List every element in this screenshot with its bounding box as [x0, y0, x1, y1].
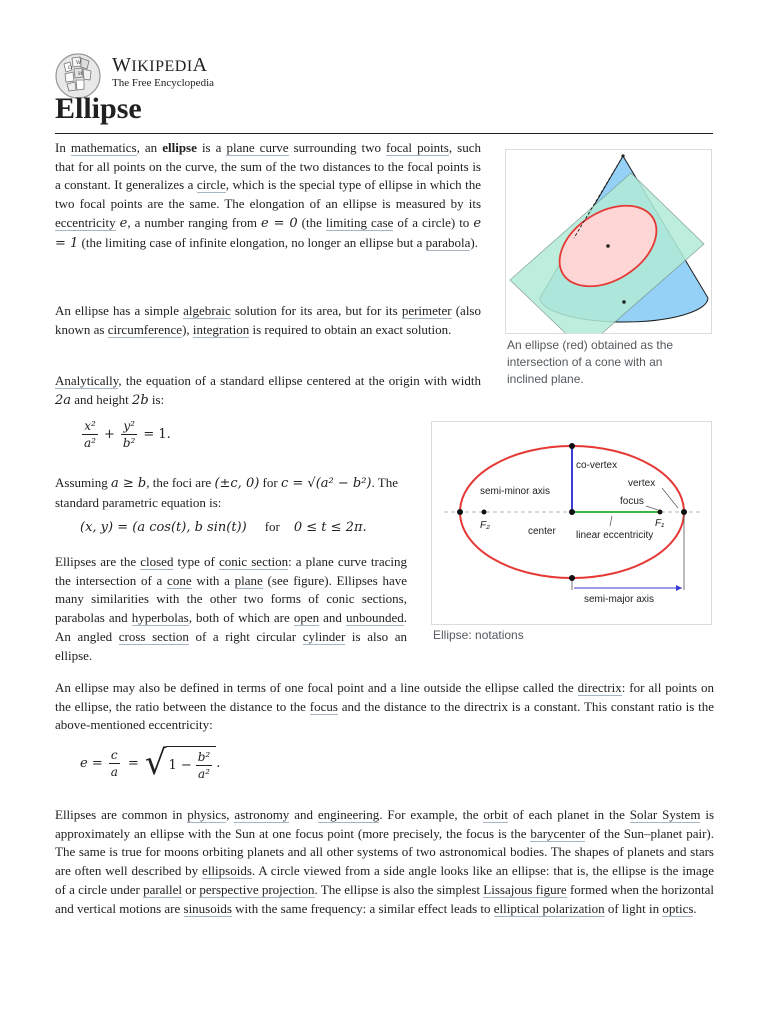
link-cross-section[interactable]: cross section [118, 628, 189, 644]
link-circle[interactable]: circle [196, 177, 226, 193]
link-open[interactable]: open [293, 610, 320, 626]
svg-text:И: И [78, 71, 83, 77]
link-orbit[interactable]: orbit [483, 807, 508, 822]
link-barycenter[interactable]: barycenter [530, 825, 586, 841]
link-parabola[interactable]: parabola [425, 234, 471, 250]
equation-eccentricity: e = $\frac{c}{a}$ = √ 1 − $\frac{\text{b²}}{\text{a²}}$ . [80, 743, 221, 783]
link-lissajous-figure[interactable]: Lissajous figure [483, 881, 567, 897]
link-engineering[interactable]: engineering [317, 807, 380, 822]
cone-section-illustration [506, 150, 711, 333]
link-conic-section[interactable]: conic section [218, 554, 289, 569]
figure-notations-caption: Ellipse: notations [433, 628, 524, 642]
paragraph-applications: Ellipses are common in physics, astronomy and engineering. For example, the orbit of each planet in the Solar System is approximately an ellipse with the Sun at one focus point (more precisely, the focus is the barycenter of the Sun–planet pair). The same is true for moons orbiting planets and all other systems of two astronomical bodies. The shapes of planets and stars are often well described by ellipsoids. A circle viewed from a side angle looks like an ellipse: that is, the ellipse is the image of a circle under parallel or perspective projection. The ellipse is also the simplest Lissajous figure formed when the horizontal and vertical motions are sinusoids with the same frequency: a similar effect leads to elliptical polarization of light in optics. [55, 807, 715, 916]
link-perimeter[interactable]: perimeter [401, 303, 452, 318]
link-limiting-case[interactable]: limiting case [325, 214, 394, 230]
link-perspective-projection[interactable]: perspective projection [199, 881, 315, 897]
link-mathematics[interactable]: mathematics [70, 140, 137, 155]
label-co-vertex: co-vertex [576, 460, 618, 471]
label-semi-minor-axis: semi-minor axis [480, 486, 551, 497]
ellipse-notation-diagram [432, 422, 711, 624]
label-center: center [528, 526, 556, 537]
link-focus[interactable]: focus [309, 698, 338, 714]
svg-text:W: W [76, 60, 82, 66]
label-vertex: vertex [628, 478, 656, 489]
link-astronomy[interactable]: astronomy [234, 807, 290, 822]
link-integration[interactable]: integration [192, 321, 250, 337]
title-divider [55, 133, 713, 134]
paragraph-analytic: Analytically, the equation of a standard ellipse centered at the origin with width 2a and height 2b is: [55, 373, 481, 408]
paragraph-foci: Assuming a ≥ b, the foci are (±c, 0) for c = √(a² − b²). The standard parametric equation is: [55, 475, 398, 510]
paragraph-perimeter: An ellipse has a simple algebraic solution for its area, but for its perimeter (also known as circumference), integration is required to obtain an exact solution. [55, 303, 481, 337]
link-analytically[interactable]: Analytically [55, 373, 119, 388]
label-focus: focus [620, 496, 644, 507]
link-plane-curve[interactable]: plane curve [226, 140, 289, 155]
paragraph-intro: In mathematics, an ellipse is a plane curve surrounding two focal points, such that for all points on the curve, the sum of the two distances to the focal points is a constant. It generalizes a circle, which is the special type of ellipse in which the two focal points are the same. The elongation of an ellipse is measured by its eccentricity e, a number ranging from e = 0 (the limiting case of a circle) to e = 1 (the limiting case of infinite elongation, no longer an ellipse but a parabola). [55, 140, 482, 251]
equation-standard-ellipse: $\frac{\text{x²}}{\text{a²}}$ + $\frac{\text{y²}}{\text{b²}}$ = 1. [84, 419, 171, 450]
link-cylinder[interactable]: cylinder [302, 628, 346, 644]
page-title: Ellipse [55, 92, 142, 125]
label-f2: F₂ [480, 520, 490, 531]
link-closed[interactable]: closed [140, 554, 174, 569]
label-linear-eccentricity: linear eccentricity [576, 530, 654, 541]
figure-cone-caption: An ellipse (red) obtained as the intersection of a cone with an inclined plane. [507, 338, 674, 386]
link-focal-points[interactable]: focal points [386, 140, 449, 155]
svg-text:Ω: Ω [68, 65, 73, 71]
link-ellipsoids[interactable]: ellipsoids [202, 863, 252, 879]
link-algebraic[interactable]: algebraic [183, 303, 231, 318]
equation-parametric: (x, y) = (a cos(t), b sin(t)) for 0 ≤ t ≤ 2π. [80, 519, 367, 535]
wikipedia-wordmark[interactable]: WIKIPEDIA [112, 54, 208, 76]
link-physics[interactable]: physics [187, 807, 227, 822]
label-semi-major-axis: semi-major axis [584, 594, 655, 605]
link-plane[interactable]: plane [234, 572, 263, 588]
wikipedia-tagline: The Free Encyclopedia [112, 77, 215, 89]
paragraph-conic: Ellipses are the closed type of conic section: a plane curve tracing the intersection of a cone with a plane (see figure). Ellipses have many similarities with the other two forms of conic sections, parabolas and hyperbolas, both of which are open and unbounded. An angled cross section of a right circular cylinder is also an ellipse. [55, 554, 408, 663]
link-directrix[interactable]: directrix [577, 680, 622, 695]
link-parallel[interactable]: parallel [143, 881, 183, 897]
link-circumference[interactable]: circumference [107, 321, 183, 337]
link-optics[interactable]: optics [662, 900, 694, 916]
paragraph-directrix: An ellipse may also be defined in terms of one focal point and a line outside the ellipse called the directrix: for all points on the ellipse, the ratio between the distance to the focus and the distance to the directrix is a constant. This constant ratio is the above-mentioned eccentricity: [55, 680, 714, 733]
figure-ellipse-notations[interactable] [431, 421, 712, 625]
link-unbounded[interactable]: unbounded [345, 610, 404, 626]
link-sinusoids[interactable]: sinusoids [183, 900, 232, 916]
figure-cone-section[interactable] [505, 149, 712, 334]
link-eccentricity[interactable]: eccentricity [55, 214, 116, 230]
link-solar-system[interactable]: Solar System [629, 807, 701, 822]
label-f1: F₁ [655, 518, 665, 529]
link-hyperbolas[interactable]: hyperbolas [131, 610, 189, 626]
link-cone[interactable]: cone [167, 572, 192, 588]
link-elliptical-polarization[interactable]: elliptical polarization [493, 900, 605, 916]
